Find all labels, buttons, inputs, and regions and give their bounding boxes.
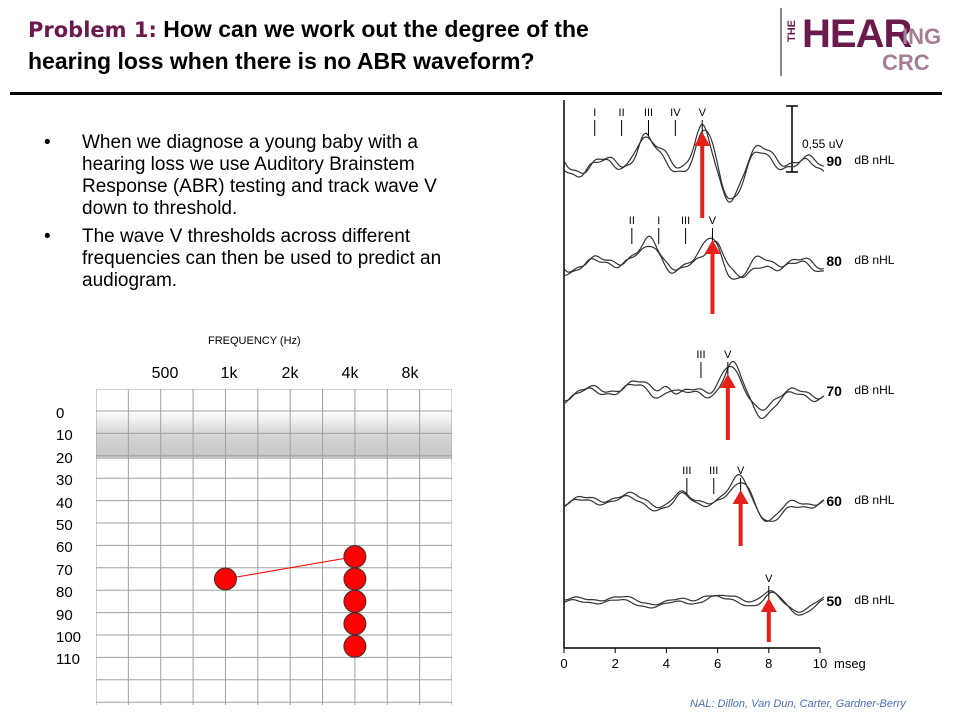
x-tick-label: 6 bbox=[713, 656, 722, 671]
wave-peak-label: V bbox=[724, 349, 732, 361]
slide-title bbox=[28, 14, 748, 77]
level-value: 90 bbox=[826, 153, 842, 169]
wave-peak-label: II bbox=[618, 107, 625, 119]
x-unit-label: mseg bbox=[834, 656, 866, 671]
bullet-item: • The wave V thresholds across different frequencies can then be used to predict an audiogram. bbox=[42, 226, 472, 292]
logo-hear: HEAR bbox=[802, 12, 912, 56]
abr-trace bbox=[564, 367, 824, 411]
title-divider bbox=[10, 92, 942, 95]
level-unit: dB nHL bbox=[854, 593, 895, 607]
threshold-marker bbox=[214, 568, 236, 590]
title-line-1: How can we work out the degree of the bbox=[163, 16, 589, 42]
wave-peak-label: III bbox=[643, 107, 654, 119]
freq-label: 4k bbox=[341, 365, 359, 382]
wave-v-arrowhead bbox=[733, 490, 749, 504]
db-label: 100 bbox=[56, 628, 82, 646]
level-unit: dB nHL bbox=[854, 383, 895, 397]
wave-peak-label: V bbox=[765, 573, 773, 585]
scale-label: 0,55 uV bbox=[802, 137, 844, 151]
freq-label: 500 bbox=[151, 365, 179, 382]
abr-waveform-chart bbox=[548, 100, 948, 680]
db-label: 50 bbox=[56, 516, 73, 534]
wave-peak-label: V bbox=[736, 465, 745, 477]
threshold-marker bbox=[344, 613, 366, 635]
db-label: 110 bbox=[56, 651, 80, 669]
db-label: 0 bbox=[56, 405, 65, 422]
hearing-crc-logo bbox=[780, 8, 948, 76]
threshold-marker bbox=[344, 568, 366, 590]
level-value: 70 bbox=[826, 383, 842, 399]
db-label: 90 bbox=[56, 606, 73, 624]
abr-trace bbox=[564, 124, 824, 202]
x-tick-label: 10 bbox=[812, 656, 828, 671]
logo-the: THE bbox=[786, 20, 798, 42]
title-line-2: hearing loss when there is no ABR waveform? bbox=[28, 48, 535, 74]
frequency-labels bbox=[140, 365, 440, 385]
db-label: 40 bbox=[56, 494, 73, 512]
level-unit: dB nHL bbox=[854, 253, 895, 267]
wave-peak-label: III bbox=[696, 349, 706, 361]
wave-peak-label: V bbox=[698, 107, 706, 119]
wave-peak-label: I bbox=[593, 107, 597, 119]
db-label: 10 bbox=[56, 427, 73, 445]
abr-trace bbox=[564, 236, 824, 279]
x-tick-label: 0 bbox=[560, 656, 568, 671]
wave-peak-label: V bbox=[708, 215, 717, 227]
wave-peak-label: II bbox=[628, 215, 635, 227]
level-unit: dB nHL bbox=[854, 153, 895, 167]
logo-ing: ING bbox=[902, 24, 942, 49]
wave-peak-label: III bbox=[682, 465, 692, 477]
x-tick-label: 4 bbox=[662, 656, 671, 671]
db-labels bbox=[56, 403, 96, 672]
title-prefix: Problem 1: bbox=[28, 18, 157, 42]
db-label: 70 bbox=[56, 561, 73, 579]
bullet-item: • When we diagnose a young baby with a hearing loss we use Auditory Brainstem Response (ABR) testing and track wave V down to threshold. bbox=[42, 132, 472, 220]
threshold-marker bbox=[344, 590, 366, 612]
level-value: 50 bbox=[826, 593, 842, 609]
abr-trace-replicate bbox=[564, 130, 824, 199]
abr-trace bbox=[564, 475, 824, 522]
threshold-marker bbox=[344, 546, 366, 568]
wave-peak-label: III bbox=[681, 215, 691, 227]
db-label: 60 bbox=[56, 539, 73, 557]
audiogram-grid bbox=[96, 389, 452, 705]
frequency-axis-title: FREQUENCY (Hz) bbox=[208, 335, 301, 347]
threshold-marker bbox=[344, 635, 366, 657]
level-value: 60 bbox=[826, 493, 842, 509]
x-tick-label: 2 bbox=[611, 656, 619, 671]
wave-peak-label: I bbox=[657, 215, 661, 227]
db-label: 20 bbox=[56, 449, 73, 467]
bullet-list bbox=[42, 132, 472, 298]
db-label: 30 bbox=[56, 472, 73, 490]
wave-peak-label: IV bbox=[670, 107, 681, 119]
normal-hearing-band bbox=[96, 411, 452, 459]
logo-bar bbox=[780, 8, 782, 76]
db-label: 80 bbox=[56, 584, 73, 602]
level-value: 80 bbox=[826, 253, 842, 269]
level-unit: dB nHL bbox=[854, 493, 895, 507]
freq-label: 2k bbox=[281, 365, 299, 382]
freq-label: 1k bbox=[220, 365, 238, 382]
x-tick-label: 8 bbox=[765, 656, 773, 671]
logo-crc: CRC bbox=[882, 50, 930, 75]
citation: NAL: Dillon, Van Dun, Carter, Gardner-Berry bbox=[690, 698, 906, 710]
wave-peak-label: III bbox=[709, 465, 719, 477]
freq-label: 8k bbox=[401, 365, 419, 382]
